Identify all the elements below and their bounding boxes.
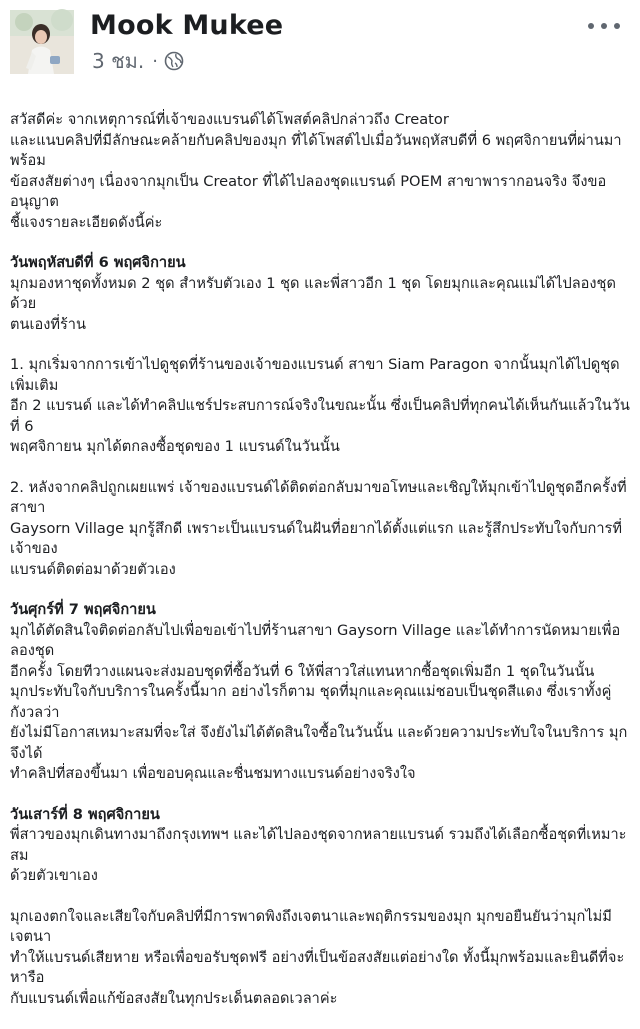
post-line: ทำให้แบรนด์เสียหาย หรือเพื่อขอรับชุดฟรี อย่างที่เป็นข้อสงสัยแต่อย่างใด ทั้งนี้มุกพร้อมและยินดีที่จะหารือ xyxy=(10,948,625,986)
post-meta xyxy=(92,48,184,74)
post-line: พี่สาวของมุกเดินทางมาถึงกรุงเทพฯ และได้ไปลองชุดจากหลายแบรนด์ รวมถึงได้เลือกซื้อชุดที่เหมาะสม xyxy=(10,826,627,864)
post-line: สวัสดีค่ะ จากเหตุการณ์ที่เจ้าของแบรนด์ได้โพสต์คลิปกล่าวถึง Creator xyxy=(10,111,449,128)
post-line: ยังไม่มีโอกาสเหมาะสมที่จะใส่ จึงยังไม่ได้ตัดสินใจซื้อในวันนั้น และด้วยความประทับใจในบริการ มุกจึงได้ xyxy=(10,724,628,762)
more-dot xyxy=(614,23,620,29)
post-paragraph-intro xyxy=(10,110,630,233)
avatar[interactable] xyxy=(10,10,74,74)
post-line: มุกเองตกใจและเสียใจกับคลิปที่มีการพาดพิงถึงเจตนาและพฤติกรรมของมุก มุกขอยืนยันว่ามุกไม่มีเจตนา xyxy=(10,907,612,945)
post-paragraph-friday xyxy=(10,600,630,785)
globe-icon[interactable] xyxy=(164,51,184,71)
post-line: อีก 2 แบรนด์ และได้ทำคลิปแชร์ประสบการณ์จริงในขณะนั้น ซึ่งเป็นคลิปที่ทุกคนได้เห็นกันแล้วในวันที่ 6 xyxy=(10,397,630,435)
post-line: 2. หลังจากคลิปถูกเผยแพร่ เจ้าของแบรนด์ได้ติดต่อกลับมาขอโทษและเชิญให้มุกเข้าไปดูชุดอีกครั้งที่สาขา xyxy=(10,478,627,516)
post-paragraph-saturday xyxy=(10,805,630,887)
post-line: มุกมองหาชุดทั้งหมด 2 ชุด สำหรับตัวเอง 1 ชุด และพี่สาวอีก 1 ชุด โดยมุกและคุณแม่ได้ไปลองชุดด้วย xyxy=(10,274,616,312)
post-line: ทำคลิปที่สองขึ้นมา เพื่อขอบคุณและชื่นชมทางแบรนด์อย่างจริงใจ xyxy=(10,765,416,782)
post-line: มุกได้ตัดสินใจติดต่อกลับไปเพื่อขอเข้าไปที่ร้านสาขา Gaysorn Village และได้ทำการนัดหมายเพื่อลองชุด xyxy=(10,621,621,659)
post-line: ข้อสงสัยต่างๆ เนื่องจากมุกเป็น Creator ที่ได้ไปลองชุดแบรนด์ POEM สาขาพารากอนจริง จึงขออนุญาต xyxy=(10,172,607,210)
post-header xyxy=(0,0,640,92)
post-paragraph-point-2 xyxy=(10,478,630,581)
post-body xyxy=(10,110,630,1029)
post-line: แบรนด์ติดต่อมาด้วยตัวเอง xyxy=(10,560,176,578)
more-dot xyxy=(601,23,607,29)
post-line: และแนบคลิปที่มีลักษณะคล้ายกับคลิปของมุก ที่ได้โพสต์ไปเมื่อวันพฤหัสบดีที่ 6 พฤศจิกายนที่ผ่านมา พร้อม xyxy=(10,131,622,169)
more-options-icon[interactable] xyxy=(588,14,620,38)
post-paragraph-point-1 xyxy=(10,355,630,458)
post-line: Gaysorn Village มุกรู้สึกดี เพราะเป็นแบรนด์ในฝันที่อยากได้ตั้งแต่แรก และรู้สึกประทับใจกับการที่เจ้าของ xyxy=(10,519,623,557)
post-paragraph-closing xyxy=(10,907,630,1010)
post-line: ตนเองที่ร้าน xyxy=(10,315,86,333)
post-line: มุกประทับใจกับบริการในครั้งนี้มาก อย่างไรก็ตาม ชุดที่มุกและคุณแม่ชอบเป็นชุดสีแดง ซึ่งเราทั้งคู่กังวลว่า xyxy=(10,683,612,721)
section-heading: วันเสาร์ที่ 8 พฤศจิกายน xyxy=(10,805,160,823)
post-timestamp[interactable]: 3 ชม. xyxy=(92,49,145,73)
post-line: ด้วยตัวเขาเอง xyxy=(10,867,98,884)
meta-separator: · xyxy=(152,50,158,72)
author-name[interactable]: Mook Mukee xyxy=(90,10,284,41)
post-line: พฤศจิกายน มุกได้ตกลงซื้อชุดของ 1 แบรนด์ในวันนั้น xyxy=(10,438,340,455)
section-heading: วันศุกร์ที่ 7 พฤศจิกายน xyxy=(10,601,156,618)
post-line: กับแบรนด์เพื่อแก้ข้อสงสัยในทุกประเด็นตลอดเวลาค่ะ xyxy=(10,989,338,1007)
post-line: อีกครั้ง โดยทีวางแผนจะส่งมอบชุดที่ซื้อวันที่ 6 ให้พี่สาวใส่แทนหากซื้อชุดเพิ่มอีก 1 ชุดในวันนั้น xyxy=(10,662,595,680)
post-paragraph-thursday xyxy=(10,253,630,335)
section-heading: วันพฤหัสบดีที่ 6 พฤศจิกายน xyxy=(10,254,186,271)
post-line: ชี้แจงรายละเอียดดังนี้ค่ะ xyxy=(10,213,163,231)
more-dot xyxy=(588,23,594,29)
post-line: 1. มุกเริ่มจากการเข้าไปดูชุดที่ร้านของเจ้าของแบรนด์ สาขา Siam Paragon จากนั้นมุกได้ไปดูชุดเพิ่มเติม xyxy=(10,356,620,394)
avatar-image xyxy=(10,10,74,74)
